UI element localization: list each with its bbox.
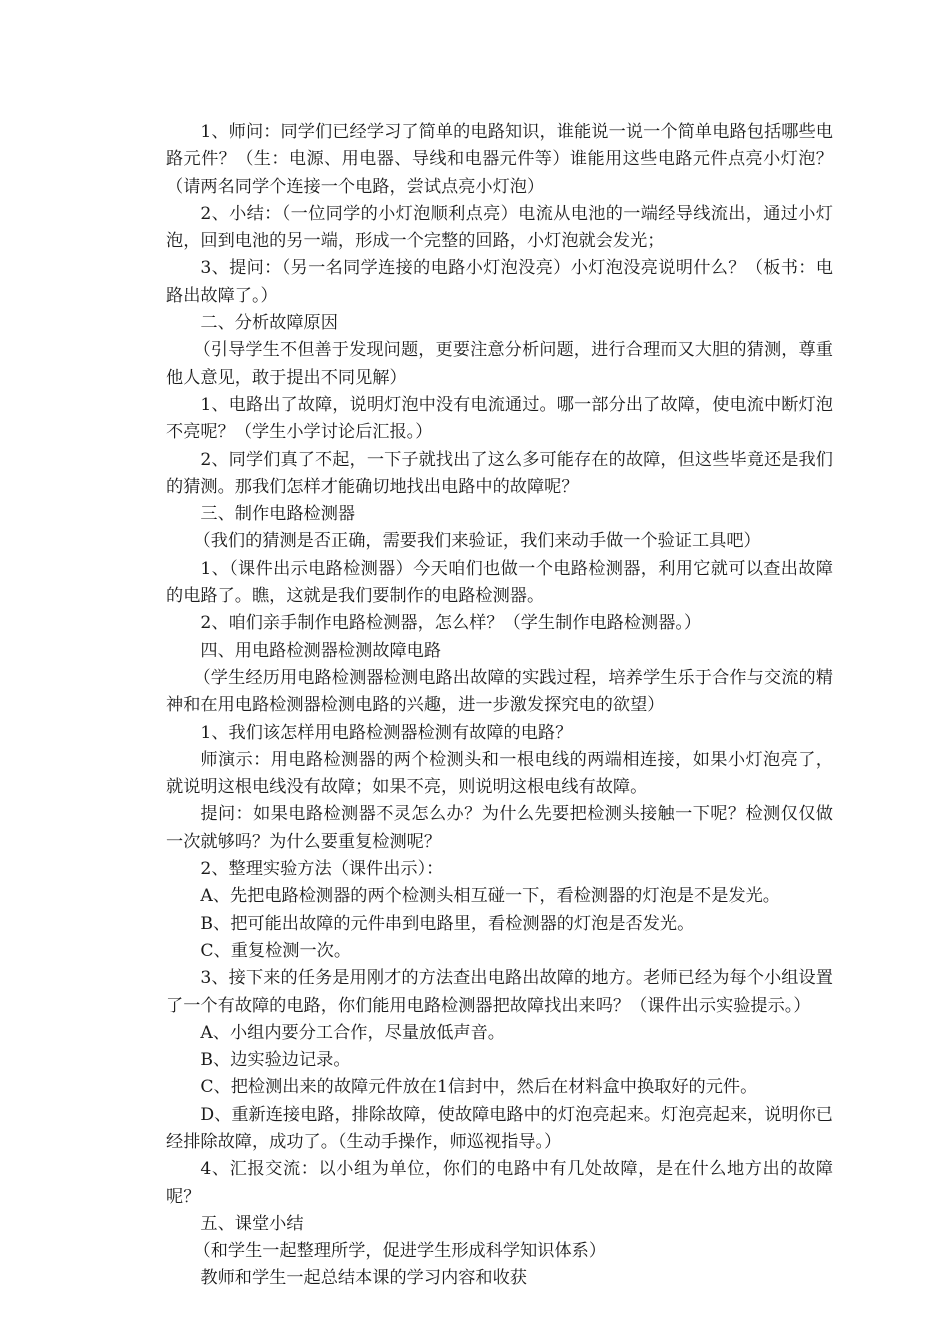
paragraph: 1、师问：同学们已经学习了简单的电路知识，谁能说一说一个简单电路包括哪些电路元件？（生：电源、用电器、导线和电器元件等）谁能用这些电路元件点亮小灯泡？（请两名同学个连接一个电路，尝试点亮小灯泡） xyxy=(166,122,833,197)
paragraph-note: （和学生一起整理所学，促进学生形成科学知识体系） xyxy=(193,1241,607,1262)
paragraph: 4、汇报交流：以小组为单位，你们的电路中有几处故障，是在什么地方出的故障呢？ xyxy=(166,1159,833,1207)
paragraph: 2、整理实验方法（课件出示）： xyxy=(200,859,444,880)
list-item: B、边实验边记录。 xyxy=(200,1050,351,1071)
list-item: C、把检测出来的故障元件放在1信封中，然后在材料盒中换取好的元件。 xyxy=(200,1077,758,1098)
document-body xyxy=(166,119,833,1293)
paragraph: 1、（课件出示电路检测器）今天咱们也做一个电路检测器，利用它就可以查出故障的电路了。瞧，这就是我们要制作的电路检测器。 xyxy=(166,558,833,607)
list-item: C、重复检测一次。 xyxy=(200,940,352,961)
list-item: B、把可能出故障的元件串到电路里，看检测器的灯泡是否发光。 xyxy=(200,913,695,934)
section-heading: 二、分析故障原因 xyxy=(200,313,338,334)
list-item: D、重新连接电路，排除故障，使故障电路中的灯泡亮起来。灯泡亮起来，说明你已经排除故障，成功了。（生动手操作，师巡视指导。） xyxy=(166,1104,833,1152)
list-item: A、先把电路检测器的两个检测头相互碰一下，看检测器的灯泡是不是发光。 xyxy=(200,886,780,907)
paragraph: 2、小结：（一位同学的小灯泡顺利点亮）电流从电池的一端经导线流出，通过小灯泡，回到电池的另一端，形成一个完整的回路，小灯泡就会发光； xyxy=(166,203,833,252)
paragraph: 2、咱们亲手制作电路检测器，怎么样？（学生制作电路检测器。） xyxy=(200,613,702,634)
list-item: A、小组内要分工合作，尽量放低声音。 xyxy=(200,1022,505,1043)
paragraph: 1、电路出了故障，说明灯泡中没有电流通过。哪一部分出了故障，使电流中断灯泡不亮呢？（学生小学讨论后汇报。） xyxy=(166,394,833,443)
paragraph: 师演示：用电路检测器的两个检测头和一根电线的两端相连接，如果小灯泡亮了，就说明这根电线没有故障；如果不亮，则说明这根电线有故障。 xyxy=(166,749,833,798)
paragraph-note: （我们的猜测是否正确，需要我们来验证，我们来动手做一个验证工具吧） xyxy=(193,531,761,552)
paragraph: 3、接下来的任务是用刚才的方法查出电路出故障的地方。老师已经为每个小组设置了一个有故障的电路，你们能用电路检测器把故障找出来吗？（课件出示实验提示。） xyxy=(166,968,833,1016)
paragraph-note: （学生经历用电路检测器检测电路出故障的实践过程，培养学生乐于合作与交流的精神和在用电路检测器检测电路的兴趣，进一步激发探究电的欲望） xyxy=(166,667,833,716)
paragraph: 提问：如果电路检测器不灵怎么办？为什么先要把检测头接触一下呢？检测仅仅做一次就够吗？为什么要重复检测呢？ xyxy=(166,804,833,852)
paragraph: 教师和学生一起总结本课的学习内容和收获 xyxy=(200,1268,527,1289)
section-heading: 四、用电路检测器检测故障电路 xyxy=(200,640,442,661)
paragraph: 1、我们该怎样用电路检测器检测有故障的电路？ xyxy=(200,722,573,743)
paragraph: 3、提问：（另一名同学连接的电路小灯泡没亮）小灯泡没亮说明什么？（板书：电路出故障了。） xyxy=(166,258,833,306)
section-heading: 三、制作电路检测器 xyxy=(200,504,356,525)
section-heading: 五、课堂小结 xyxy=(200,1213,304,1234)
paragraph-note: （引导学生不但善于发现问题，更要注意分析问题，进行合理而又大胆的猜测，尊重他人意见，敢于提出不同见解） xyxy=(166,340,833,388)
paragraph: 2、同学们真了不起，一下子就找出了这么多可能存在的故障，但这些毕竟还是我们的猜测。那我们怎样才能确切地找出电路中的故障呢？ xyxy=(166,449,833,497)
